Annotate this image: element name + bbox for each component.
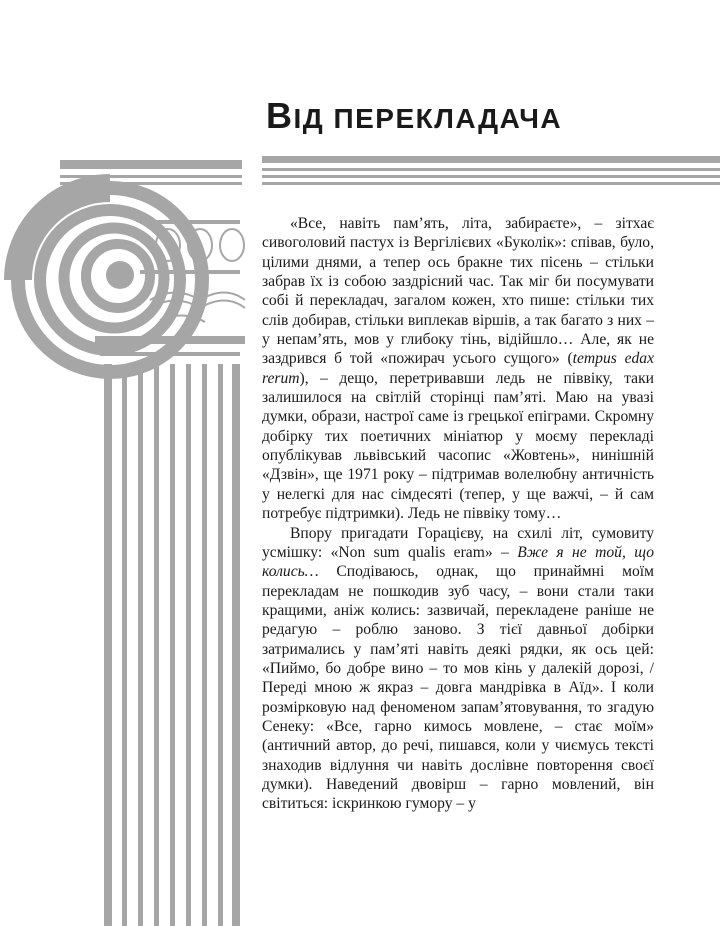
body-text (262, 214, 654, 814)
page-title (266, 96, 562, 139)
title-rest: ІД ПЕРЕКЛАДАЧА (293, 103, 563, 134)
header-rule-lines (262, 156, 720, 186)
text-run: Впору пригадати Горацієву, на схилі літ, сумовиту усмішку: «Non sum qualis eram» – (262, 524, 654, 561)
text-run: Сподіваюсь, однак, що принаймні моїм перекладам не пошкодив зуб часу, – вони стали таки кращими, аніж колись: зазвичай, перекладене раніше не редагую – роблю заново. З тієї давньої добірки затримались у пам’яті навіть деякі рядки, як ось цей: «Пиймо, бо добре вино – то мов кінь у далекій дорозі, / Переді мною ж якраз – довга мандрівка в Аїд». І коли розмірковую над феноменом запам’ятовування, то згадую Сенеку: «Все, гарно кимось мовлене, – стає моїм» (античний автор, до речі, пишався, коли у чиємусь тексті знаходив відлуння чи навіть дослівне повторення своєї думки). Наведений двовірш – гарно мовлений, він світиться: іскринкою гумору – у (262, 563, 654, 813)
title-initial: В (266, 95, 294, 136)
text-run: «Все, навіть пам’ять, літа, забираєте», – зітхає сивоголовий пастух із Вергілієвих «Буколік»: співав, було, цілими днями, а тепер ось бракне тих пісень – стільки забрав їх із собою заздрісний час. Так міг би посумувати собі й перекладач, загалом кожен, хто пише: стільки тих слів добирав, стільки виплекав віршів, а так багато з них – у непам’ять, мов у глибоку тінь, відійшло… Але, як не заздрився б той «пожирач усього сущого» ( (262, 215, 654, 368)
text-run: ), – дещо, перетривавши ледь не піввіку, таки залишилося на світлій сторінці пам’яті. Маю на увазі думки, образи, настрої саме із грецької епіграми. Скромну добірку тих поетичних мініатюр у моєму перекладі опублікував львівський часопис «Жовтень», нинішній «Дзвін», ще 1971 року – підтримав волелюбну античність у нелегкі для нас сімдесяті (тепер, у ще важчі, – й сам потребує підтримки). Ледь не піввіку тому… (262, 369, 654, 523)
italic-phrase: Вже я не той, що колись… (262, 543, 655, 581)
italic-phrase: tempus edax rerum (262, 350, 655, 387)
ionic-column-illustration (0, 160, 262, 926)
paragraph-2 (262, 524, 654, 814)
paragraph-1 (262, 214, 654, 524)
